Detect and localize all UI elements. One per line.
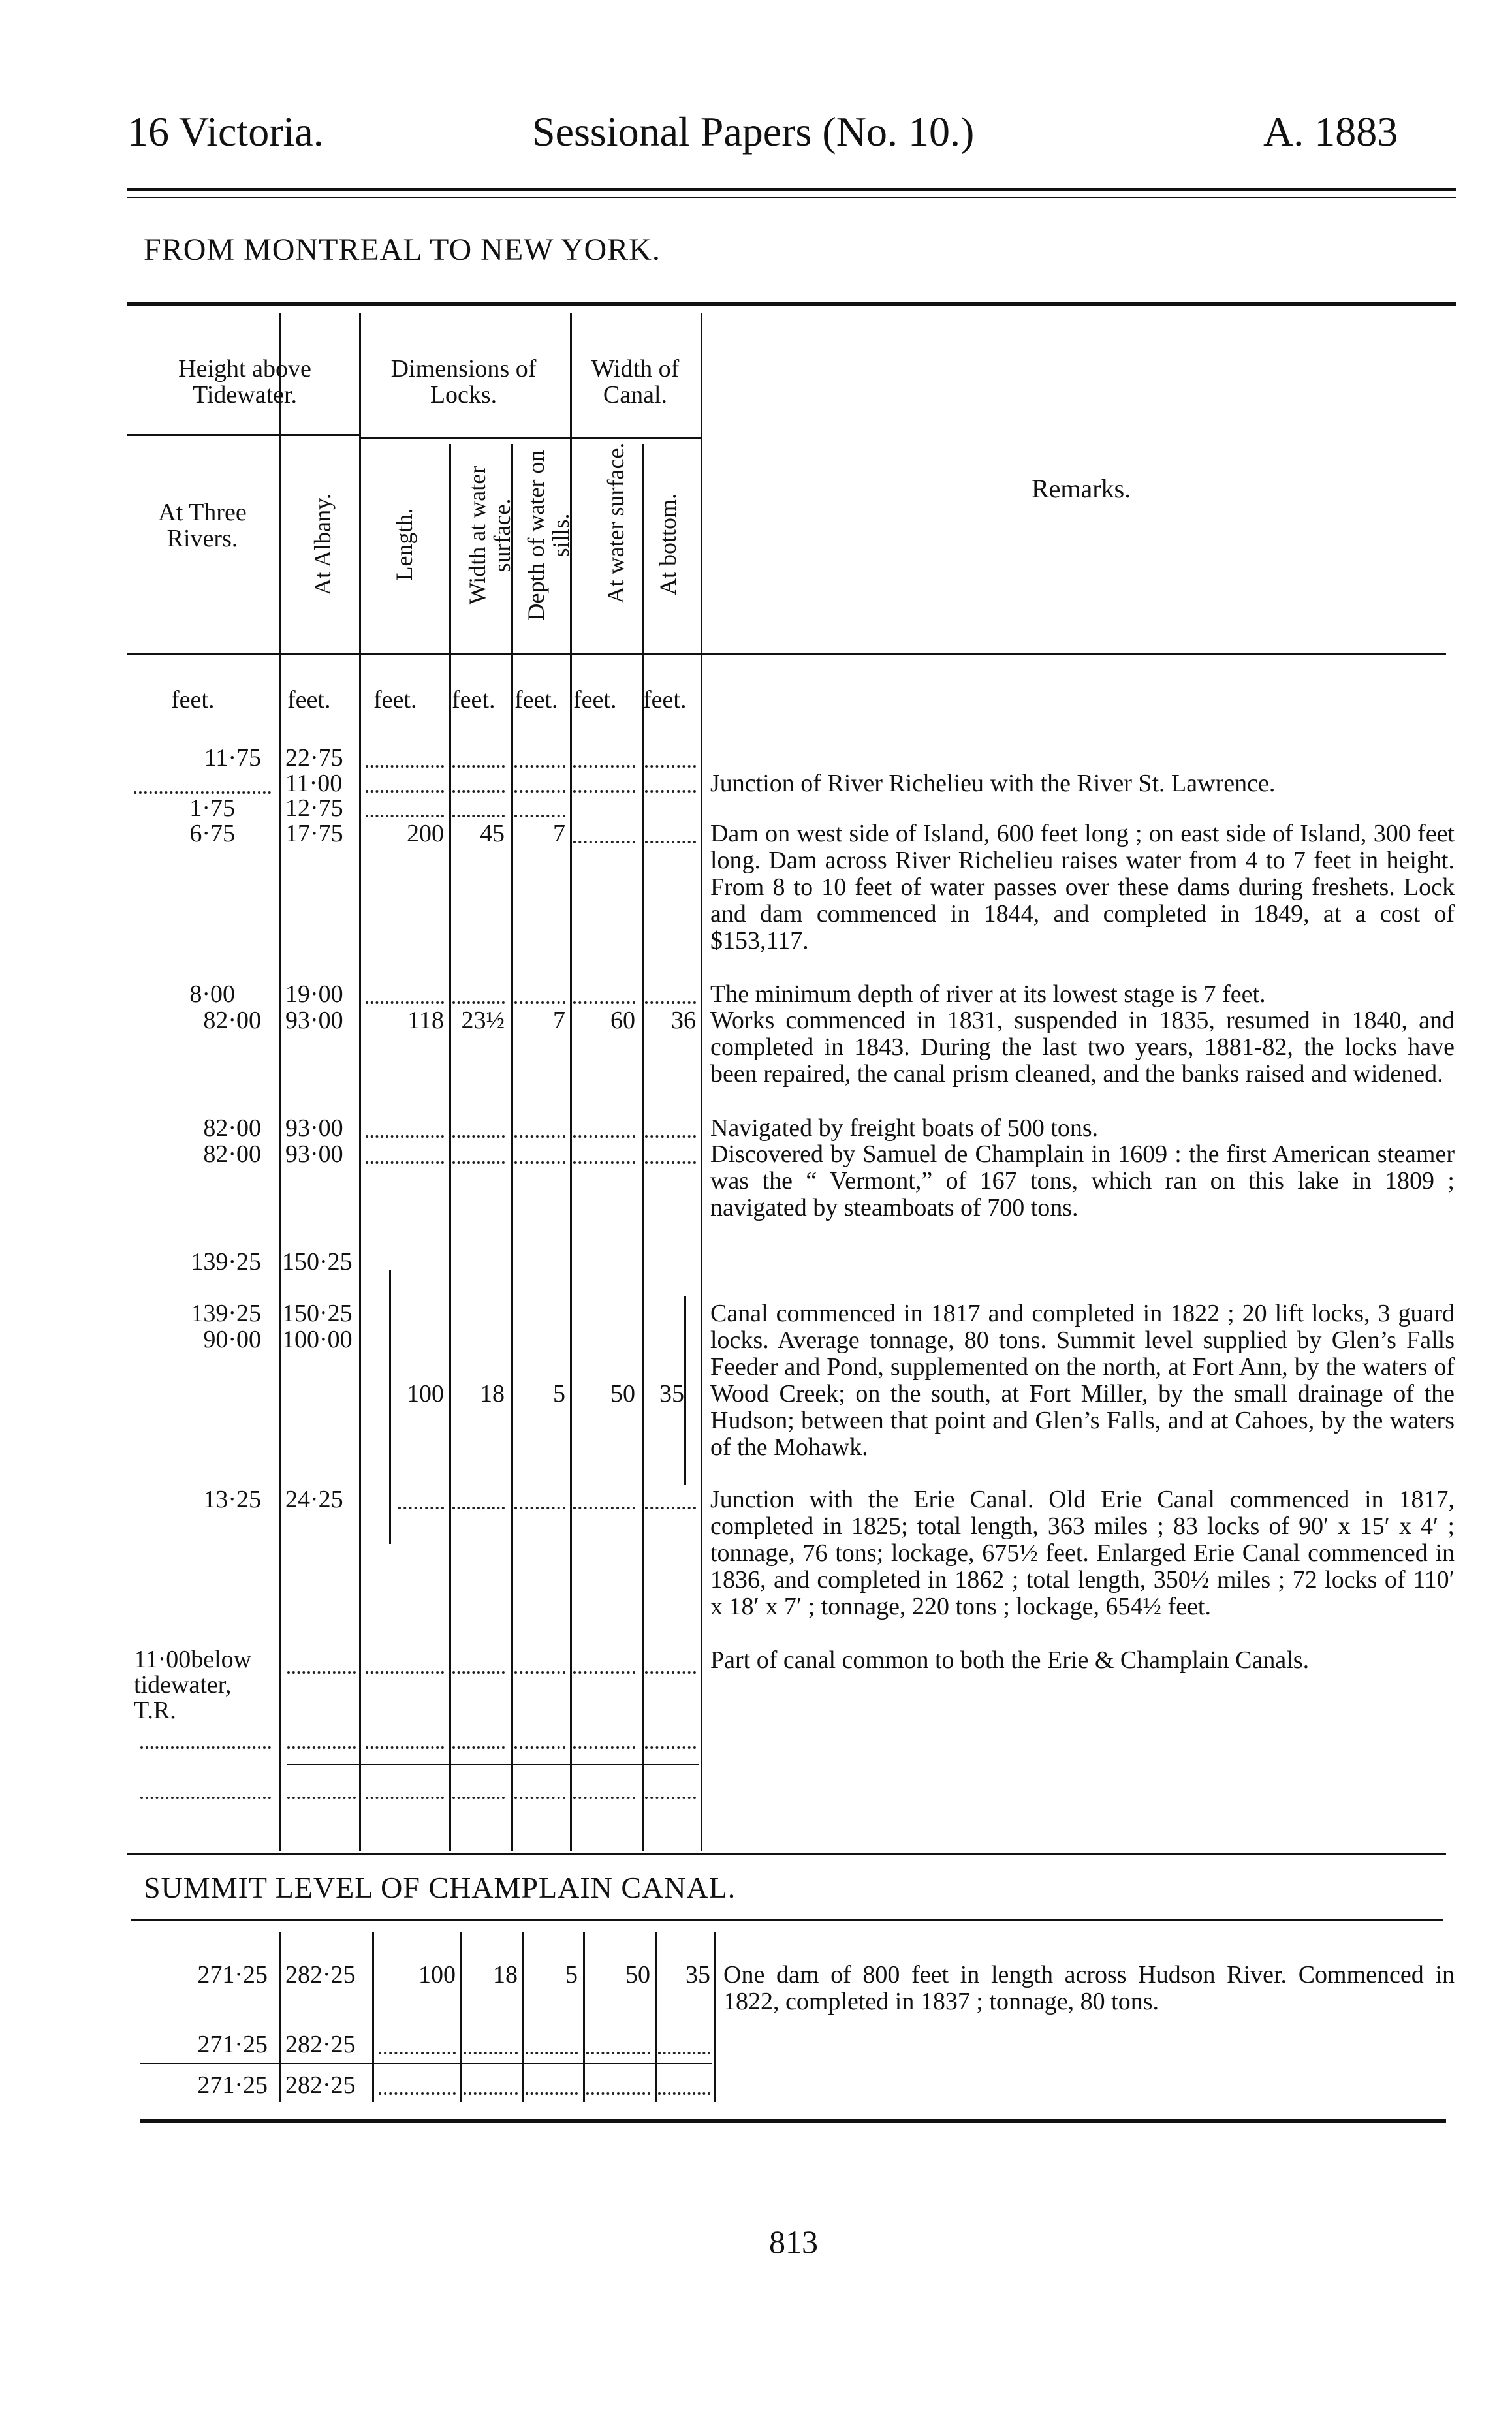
leader-dots xyxy=(573,790,635,793)
leader-dots xyxy=(134,791,271,794)
unit-label: feet. xyxy=(373,686,417,714)
row-brace xyxy=(383,1270,391,1544)
leader-dots xyxy=(514,1507,565,1509)
lock-length-cell: 100 xyxy=(407,1380,444,1407)
summit-top-rule xyxy=(131,1919,1443,1921)
leader-dots xyxy=(366,815,444,817)
leader-dots xyxy=(514,815,565,817)
lock-width-cell: 18 xyxy=(480,1380,505,1407)
remark: Junction of River Richelieu with the River St. Lawrence. xyxy=(710,770,1276,797)
height-group-header: Height above Tidewater. xyxy=(178,355,311,409)
table-bottom-rule xyxy=(127,1853,1446,1855)
leader-dots xyxy=(452,1161,505,1164)
leader-dots xyxy=(452,1797,505,1799)
albany-cell: 12·75 xyxy=(285,794,343,822)
leader-dots xyxy=(658,2052,710,2054)
leader-dots xyxy=(140,1746,271,1749)
header-rule-top xyxy=(127,188,1456,191)
header-rule-bottom xyxy=(127,197,1456,198)
lock-depth-cell: 5 xyxy=(553,1380,565,1407)
leader-dots xyxy=(366,1135,444,1138)
unit-label: feet. xyxy=(287,686,331,714)
col-line xyxy=(714,1932,716,2102)
remark: Canal commenced in 1817 and completed in 1822 ; 20 lift locks, 3 guard locks. Average tonnage, 80 tons. Summit level supplied by Glen’s Falls Feeder and Pond, supplemented on the north, at Fort Ann, by the waters of Wood Creek; on the south, at Fort Miller, by the small drainage of the Hudson; between that point and Glen’s Falls, and at Cahoes, by the waters of the Mohawk. xyxy=(710,1300,1455,1461)
col-line xyxy=(372,1932,374,2102)
leader-dots xyxy=(645,1135,696,1138)
leader-dots xyxy=(573,1135,635,1138)
leader-dots xyxy=(658,2092,710,2095)
three-rivers-cell: 11·00below tidewater, T.R. xyxy=(134,1646,252,1724)
leader-dots xyxy=(514,1671,565,1674)
row-separator xyxy=(287,1764,699,1765)
three-rivers-header: At Three Rivers. xyxy=(158,499,247,552)
length-header: Length. xyxy=(391,508,417,581)
leader-dots xyxy=(586,2052,650,2054)
three-rivers-cell: 139·25 xyxy=(191,1248,261,1276)
leader-dots xyxy=(573,1001,635,1004)
leader-dots xyxy=(464,2092,518,2095)
header-rule xyxy=(127,653,1446,655)
leader-dots xyxy=(287,1671,356,1674)
summit-title: SUMMIT LEVEL OF CHAMPLAIN CANAL. xyxy=(144,1871,736,1904)
row-separator xyxy=(140,2063,712,2064)
three-rivers-cell: 8·00 xyxy=(189,981,235,1008)
col-line xyxy=(522,1932,524,2102)
three-rivers-cell: 82·00 xyxy=(203,1114,261,1142)
lock-depth-cell: 7 xyxy=(553,820,565,847)
albany-cell: 19·00 xyxy=(285,981,343,1008)
unit-label: feet. xyxy=(573,686,617,714)
three-rivers-cell: 90·00 xyxy=(203,1326,261,1353)
col-line xyxy=(583,1932,585,2102)
albany-cell: 150·25 xyxy=(282,1300,353,1327)
unit-label: feet. xyxy=(514,686,558,714)
leader-dots xyxy=(645,1161,696,1164)
leader-dots xyxy=(287,1797,356,1799)
col-line xyxy=(449,444,451,1851)
leader-dots xyxy=(366,1161,444,1164)
leader-dots xyxy=(573,1161,635,1164)
remark: The minimum depth of river at its lowest stage is 7 feet. xyxy=(710,981,1266,1008)
albany-cell: 100·00 xyxy=(282,1326,353,1353)
leader-dots xyxy=(645,765,696,768)
leader-dots xyxy=(452,1671,505,1674)
leader-dots xyxy=(526,2092,578,2095)
summit-width-cell: 18 xyxy=(493,1961,518,1988)
leader-dots xyxy=(573,1746,635,1749)
leader-dots xyxy=(366,1746,444,1749)
summit-bottom-rule xyxy=(140,2119,1446,2123)
summit-three-rivers-cell: 271·25 xyxy=(197,2071,268,2099)
table-title: FROM MONTREAL TO NEW YORK. xyxy=(144,232,661,267)
lock-width-cell: 45 xyxy=(480,820,505,847)
depth-sills-header: Depth of water on sills. xyxy=(523,450,574,621)
albany-cell: 150·25 xyxy=(282,1248,353,1276)
header-right: A. 1883 xyxy=(1263,108,1398,155)
col-line xyxy=(359,313,361,1851)
unit-label: feet. xyxy=(452,686,496,714)
leader-dots xyxy=(514,1746,565,1749)
remark: Works commenced in 1831, suspended in 1835, resumed in 1840, and completed in 1843. During the last two years, 1881-82, the locks have been repaired, the canal prism cleaned, and the banks raised and widened. xyxy=(710,1007,1455,1088)
albany-cell: 24·25 xyxy=(285,1486,343,1513)
albany-cell: 93·00 xyxy=(285,1114,343,1142)
width-group-header: Width of Canal. xyxy=(591,355,680,409)
summit-albany-cell: 282·25 xyxy=(285,2031,356,2058)
three-rivers-cell: 1·75 xyxy=(189,794,235,822)
lock-width-cell: 23½ xyxy=(461,1007,505,1034)
leader-dots xyxy=(398,1507,444,1509)
leader-dots xyxy=(287,1746,356,1749)
remark: Discovered by Samuel de Champlain in 1609 : the first American steamer was the “ Vermont,” of 167 tons, which ran on this lake in 1809 ; navigated by steamboats of 700 tons. xyxy=(710,1140,1455,1221)
summit-albany-cell: 282·25 xyxy=(285,1961,356,1988)
leader-dots xyxy=(366,1671,444,1674)
leader-dots xyxy=(366,790,444,793)
summit-three-rivers-cell: 271·25 xyxy=(197,2031,268,2058)
leader-dots xyxy=(573,1671,635,1674)
leader-dots xyxy=(645,1671,696,1674)
lock-length-cell: 200 xyxy=(407,820,444,847)
leader-dots xyxy=(140,1797,271,1799)
summit-albany-cell: 282·25 xyxy=(285,2071,356,2099)
leader-dots xyxy=(379,2052,456,2054)
leader-dots xyxy=(645,790,696,793)
leader-dots xyxy=(366,1797,444,1799)
remark: Dam on west side of Island, 600 feet long ; on east side of Island, 300 feet long. Dam across River Richelieu raises water from 4 to 7 feet in height. From 8 to 10 feet of water passes over these dams during freshets. Lock and dam commenced in 1844, and completed in 1849, at a cost of $153,117. xyxy=(710,820,1455,954)
unit-label: feet. xyxy=(643,686,687,714)
col-line xyxy=(460,1932,462,2102)
bottom-header: At bottom. xyxy=(655,494,681,596)
three-rivers-cell: 11·75 xyxy=(204,744,261,772)
summit-three-rivers-cell: 271·25 xyxy=(197,1961,268,1988)
leader-dots xyxy=(514,790,565,793)
page-number: 813 xyxy=(769,2223,818,2260)
albany-cell: 93·00 xyxy=(285,1140,343,1168)
albany-header: At Albany. xyxy=(309,494,336,595)
albany-cell: 22·75 xyxy=(285,744,343,772)
leader-dots xyxy=(645,1797,696,1799)
header-center: Sessional Papers (No. 10.) xyxy=(532,108,975,155)
col-line xyxy=(279,313,281,1851)
leader-dots xyxy=(645,1001,696,1004)
col-line xyxy=(642,444,644,1851)
leader-dots xyxy=(452,1001,505,1004)
col-line xyxy=(279,1932,281,2102)
width-surface-header: Width at water surface. xyxy=(464,465,515,605)
leader-dots xyxy=(573,765,635,768)
leader-dots xyxy=(514,1135,565,1138)
unit-label: feet. xyxy=(171,686,215,714)
leader-dots xyxy=(452,815,505,817)
leader-dots xyxy=(452,1746,505,1749)
group-rule xyxy=(127,434,359,436)
leader-dots xyxy=(366,1001,444,1004)
canal-bottom-cell: 36 xyxy=(671,1007,696,1034)
leader-dots xyxy=(452,1135,505,1138)
leader-dots xyxy=(645,841,696,843)
three-rivers-cell: 6·75 xyxy=(189,820,235,847)
lock-length-cell: 118 xyxy=(407,1007,444,1034)
albany-cell: 11·00 xyxy=(285,770,343,797)
leader-dots xyxy=(452,765,505,768)
col-line xyxy=(511,444,513,1851)
title-rule xyxy=(127,302,1456,306)
summit-surface-cell: 50 xyxy=(625,1961,650,1988)
remark: Junction with the Erie Canal. Old Erie Canal commenced in 1817, completed in 1825; total length, 363 miles ; 83 locks of 90′ x 15′ x 4′ ; tonnage, 76 tons; lockage, 675½ feet. Enlarged Erie Canal commenced in 1836, and completed in 1862 ; total length, 350½ miles ; 72 locks of 110′ x 18′ x 7′ ; tonnage, 220 tons ; lockage, 654½ feet. xyxy=(710,1486,1455,1620)
lock-depth-cell: 7 xyxy=(553,1007,565,1034)
three-rivers-cell: 13·25 xyxy=(203,1486,261,1513)
summit-length-cell: 100 xyxy=(418,1961,456,1988)
leader-dots xyxy=(573,841,635,843)
row-brace xyxy=(684,1296,693,1485)
leader-dots xyxy=(452,1507,505,1509)
remark: Part of canal common to both the Erie & Champlain Canals. xyxy=(710,1646,1310,1674)
leader-dots xyxy=(514,1001,565,1004)
three-rivers-cell: 139·25 xyxy=(191,1300,261,1327)
leader-dots xyxy=(645,1746,696,1749)
three-rivers-cell: 82·00 xyxy=(203,1140,261,1168)
leader-dots xyxy=(514,765,565,768)
leader-dots xyxy=(514,1797,565,1799)
canal-surface-cell: 60 xyxy=(610,1007,635,1034)
canal-surface-cell: 50 xyxy=(610,1380,635,1407)
header-left: 16 Victoria. xyxy=(127,108,324,155)
leader-dots xyxy=(645,1507,696,1509)
col-line xyxy=(655,1932,657,2102)
albany-cell: 17·75 xyxy=(285,820,343,847)
leader-dots xyxy=(464,2052,518,2054)
leader-dots xyxy=(379,2092,456,2095)
col-line xyxy=(701,313,702,1851)
albany-cell: 93·00 xyxy=(285,1007,343,1034)
leader-dots xyxy=(586,2092,650,2095)
three-rivers-cell: 82·00 xyxy=(203,1007,261,1034)
group-rule xyxy=(359,437,701,439)
dimensions-group-header: Dimensions of Locks. xyxy=(390,355,537,409)
remarks-header: Remarks. xyxy=(1032,474,1131,503)
leader-dots xyxy=(366,765,444,768)
leader-dots xyxy=(526,2052,578,2054)
canal-bottom-cell: 35 xyxy=(659,1380,684,1407)
leader-dots xyxy=(573,1797,635,1799)
summit-bottom-cell: 35 xyxy=(685,1961,710,1988)
leader-dots xyxy=(573,1507,635,1509)
summit-depth-cell: 5 xyxy=(565,1961,578,1988)
water-surface-header: At water surface. xyxy=(603,442,629,604)
leader-dots xyxy=(452,790,505,793)
summit-remark: One dam of 800 feet in length across Hudson River. Commenced in 1822, completed in 1837 ; tonnage, 80 tons. xyxy=(723,1961,1455,2015)
remark: Navigated by freight boats of 500 tons. xyxy=(710,1114,1099,1142)
leader-dots xyxy=(514,1161,565,1164)
